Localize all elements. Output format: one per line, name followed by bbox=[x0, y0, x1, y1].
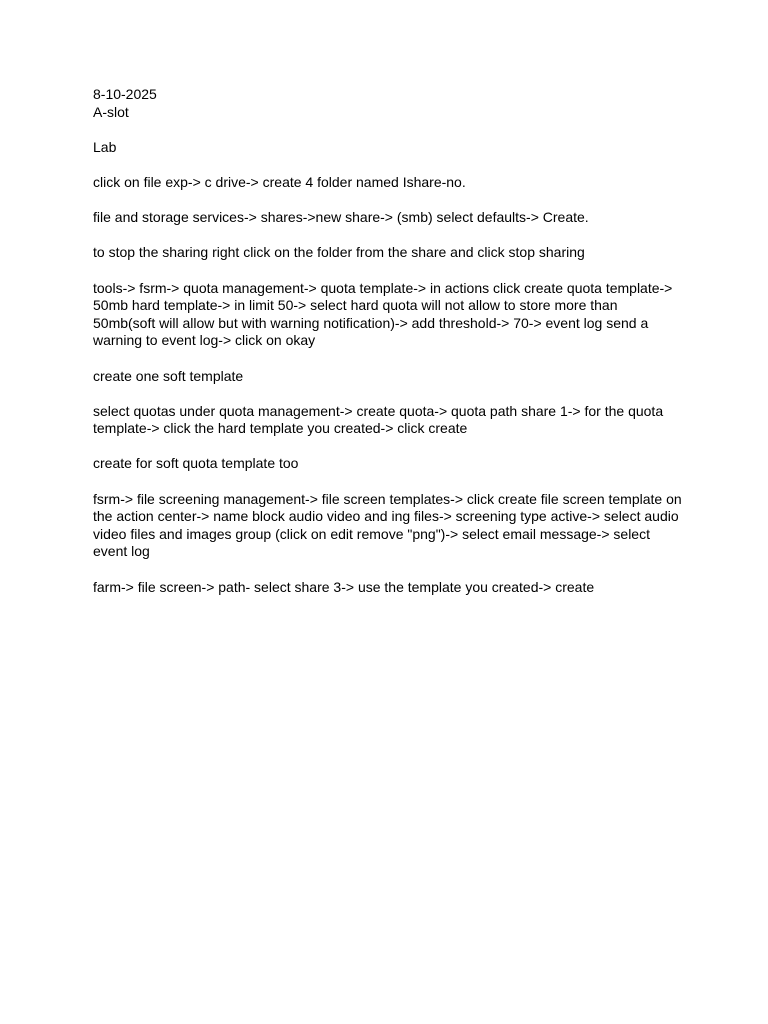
paragraph-create-folders: click on file exp-> c drive-> create 4 folder named Ishare-no. bbox=[93, 173, 466, 190]
paragraph-new-share: file and storage services-> shares->new share-> (smb) select defaults-> Create. bbox=[93, 209, 589, 226]
document-heading: Lab bbox=[93, 138, 117, 155]
paragraph-soft-quota: create for soft quota template too bbox=[93, 455, 299, 472]
paragraph-file-screen-template: fsrm-> file screening management-> file screen templates-> click create file screen template on the action center-> name block audio video and ing files-> screening type active-> select audio video files and images group (click on edit remove "png")-> select email message-> select event log bbox=[93, 490, 682, 560]
document-date: 8-10-2025 bbox=[93, 86, 157, 102]
paragraph-file-screen: farm-> file screen-> path- select share 3-> use the template you created-> create bbox=[93, 578, 595, 595]
paragraph-stop-sharing: to stop the sharing right click on the folder from the share and click stop sharing bbox=[93, 244, 585, 261]
paragraph-soft-template: create one soft template bbox=[93, 367, 244, 384]
document-slot: A-slot bbox=[93, 103, 129, 120]
paragraph-hard-quota-template: tools-> fsrm-> quota management-> quota template-> in actions click create quota template-> 50mb hard template-> in limit 50-> select hard quota will not allow to store more than 50mb(soft will allow but with warning notification)-> add threshold-> 70-> event log send a warning to event log-> click on okay bbox=[93, 279, 673, 349]
paragraph-create-quota: select quotas under quota management-> create quota-> quota path share 1-> for the quota template-> click the hard template you created-> click create bbox=[93, 402, 664, 437]
document-body bbox=[93, 86, 683, 614]
